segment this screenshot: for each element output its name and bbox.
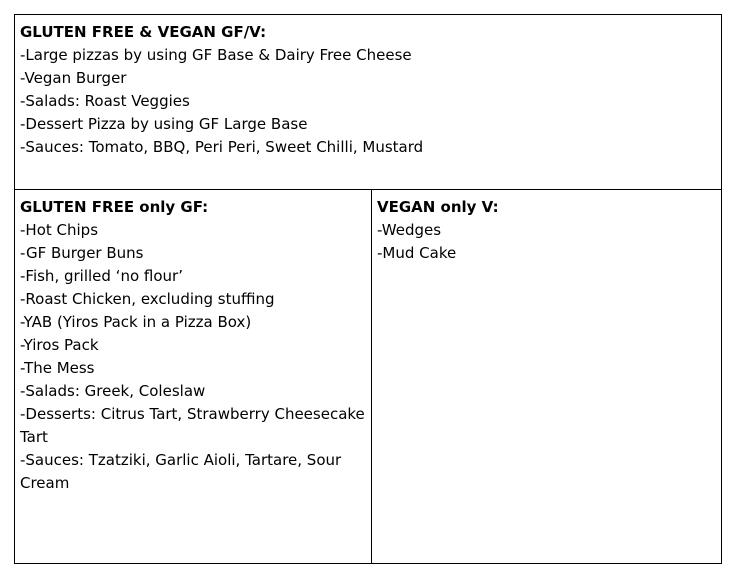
list-item: -Mud Cake	[377, 244, 457, 262]
list-item: -Sauces: Tomato, BBQ, Peri Peri, Sweet Chilli, Mustard	[20, 138, 424, 156]
list-item: -Hot Chips	[20, 221, 99, 239]
gf-vegan-heading: GLUTEN FREE & VEGAN GF/V:	[20, 23, 267, 41]
gf-only-list	[20, 219, 366, 495]
list-item: -Sauces: Tzatziki, Garlic Aioli, Tartare, Sour Cream	[20, 451, 342, 492]
split-row	[15, 190, 721, 563]
list-item: -Wedges	[377, 221, 442, 239]
list-item: -Large pizzas by using GF Base & Dairy Free Cheese	[20, 46, 412, 64]
dietary-menu-table	[14, 14, 722, 564]
list-item: -Vegan Burger	[20, 69, 127, 87]
list-item: -YAB (Yiros Pack in a Pizza Box)	[20, 313, 252, 331]
list-item: -Salads: Roast Veggies	[20, 92, 190, 110]
gf-only-section	[15, 190, 372, 563]
list-item: -Salads: Greek, Coleslaw	[20, 382, 206, 400]
vegan-only-section	[372, 190, 721, 563]
vegan-only-list	[377, 219, 716, 265]
list-item: -Fish, grilled ‘no flour’	[20, 267, 183, 285]
list-item: -The Mess	[20, 359, 95, 377]
list-item: -Desserts: Citrus Tart, Strawberry Cheesecake Tart	[20, 405, 365, 446]
gf-only-heading: GLUTEN FREE only GF:	[20, 198, 209, 216]
vegan-only-heading: VEGAN only V:	[377, 198, 499, 216]
list-item: -Dessert Pizza by using GF Large Base	[20, 115, 308, 133]
list-item: -Yiros Pack	[20, 336, 99, 354]
gf-vegan-list	[20, 44, 716, 159]
list-item: -Roast Chicken, excluding stuffing	[20, 290, 275, 308]
gf-vegan-section	[15, 15, 721, 190]
list-item: -GF Burger Buns	[20, 244, 144, 262]
